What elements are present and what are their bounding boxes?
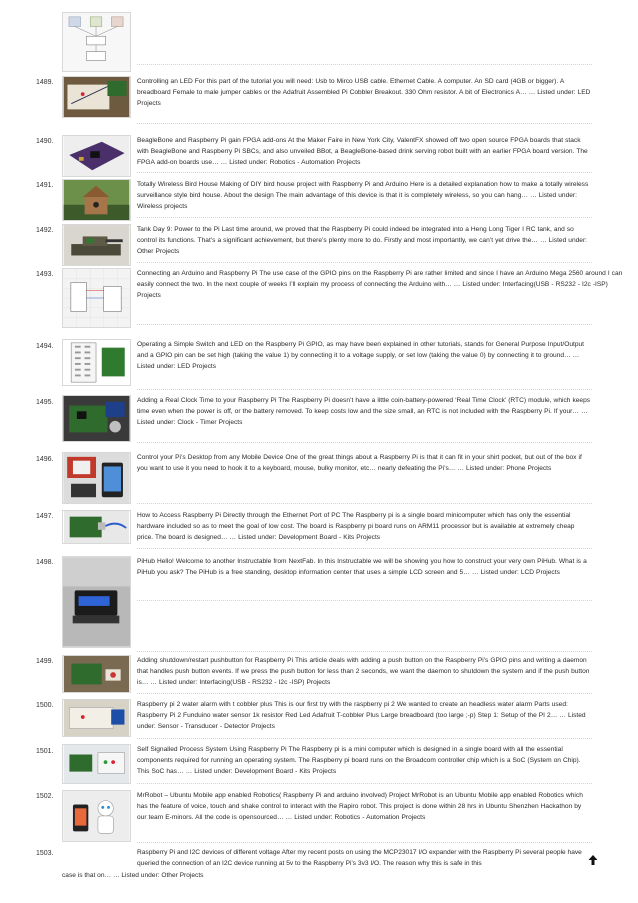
project-description[interactable]: Self Signalled Process System Using Raspberry Pi The Raspberry pi is a mini computer which is designed in a single board with all the essential components required for running an operating system. The Raspberry pi board runs on the Broadcom controller chip which is a SoC (System on Chip). This SoC has… … Listed under: Development Board - Kits Projects [137, 746, 581, 776]
row-number: 1496. [36, 456, 54, 463]
project-thumbnail[interactable] [62, 179, 131, 221]
mobile-desktop-image [63, 453, 130, 503]
project-description[interactable]: Adding shutdown/restart pushbutton for Raspberry Pi This article deals with adding a push button on the Raspberry Pi’s GPIO pins and writing a daemon that handles push button events. If we press the push button for less than 2 seconds, we want the daemon to shutdown the system and if the push button is… … Listed under: Interfacing(USB - RS232 - I2c -ISP) Projects [137, 657, 590, 687]
project-description[interactable]: Adding a Real Clock Time to your Raspberry Pi The Raspberry Pi doesn’t have a little coin-battery-powered ‘Real Time Clock’ (RTC) module, which keeps time even when the power is off, or the battery removed. To keep costs low and the size small, an RTC is not included with the Raspberry Pi. If your… … Listed under: Clock - Timer Projects [137, 397, 591, 427]
breadboard-photo-image [63, 77, 130, 117]
row-number: 1495. [36, 399, 54, 406]
gpio-pinout-image [63, 340, 130, 385]
project-description[interactable]: BeagleBone and Raspberry Pi gain FPGA add-ons At the Maker Faire in New York City, ValentFX showed off two open source FPGA boards that stack with BeagleBone and Raspberry Pi SBCs, and also unveiled BBot, a BeagleBone-based drink serving robot built with an earlier FPGA board version. The FPGA add-on boards use… … Listed under: Robotics - Automation Projects [137, 137, 588, 167]
project-description[interactable]: Connecting an Arduino and Raspberry Pi The use case of the GPIO pins on the Raspberry Pi are rather limited and since I have an Arduino Mega 2560 around I can easily connect the two. In the next couple of weeks I’ll explain my process of connecting the Arduino with… … Listed under: Interfacing(USB - RS232 - I2c -ISP) Projects [137, 270, 623, 300]
rc-tank-image [63, 225, 130, 265]
pihub-lcd-image [63, 557, 130, 647]
project-description[interactable]: Operating a Simple Switch and LED on the Raspberry Pi GPIO, as may have been explained in other tutorials, stands for General Purpose Input/Output and a GPIO pin can be set high (taking the value 1) by connecting it to a voltage supply, or set low (taking the value 0) by connecting it to ground… … Listed under: LED Projects [137, 341, 584, 371]
row-separator [137, 64, 592, 65]
row-separator [137, 262, 592, 263]
row-separator [137, 123, 592, 124]
row-separator [137, 693, 592, 694]
row-number: 1491. [36, 182, 54, 189]
project-thumbnail[interactable] [62, 135, 131, 177]
row-number: 1500. [36, 702, 54, 709]
row-number: 1499. [36, 658, 54, 665]
project-description-continued[interactable]: case is that on… … Listed under: Other Projects [62, 872, 204, 879]
project-thumbnail[interactable] [62, 76, 131, 118]
project-thumbnail[interactable] [62, 556, 131, 648]
ethernet-pi-image [63, 511, 130, 543]
row-number: 1493. [36, 271, 54, 278]
project-thumbnail[interactable] [62, 452, 131, 504]
row-number: 1489. [36, 79, 54, 86]
row-number: 1502. [36, 793, 54, 800]
row-number: 1497. [36, 513, 54, 520]
row-separator [137, 324, 592, 325]
project-thumbnail[interactable] [62, 744, 131, 784]
fritzing-schematic-image [63, 269, 130, 327]
row-number: 1501. [36, 748, 54, 755]
diagram-thumbnail-image [63, 13, 130, 71]
project-description[interactable]: Control your Pi’s Desktop from any Mobile Device One of the great things about a Raspberry Pi is that it can fit in your shirt pocket, but out of the box if you want to use it you need to hook it to a keyboard, mouse, bulky monitor, etc… nearly defeating the Pi’s… … Listed under: Phone Projects [137, 454, 582, 473]
project-thumbnail[interactable] [62, 339, 131, 386]
project-description[interactable]: Raspberry Pi and I2C devices of different voltage After my recent posts on using the MCP23017 I/O expander with the Raspberry Pi several people have queried the connection of an I2C device running at 5v to the Raspberry Pi’s 3v3 I/O. The reason why this is safe in this [137, 849, 582, 868]
row-separator [137, 842, 592, 843]
project-thumbnail[interactable] [62, 224, 131, 266]
project-description[interactable]: PiHub Hello! Welcome to another Instructable from NextFab. In this Instructable we will be showing you how to construct your very own PiHub. What is a PiHub you ask? The PiHub is a free standing, desktop information center that uses a simple LCD screen and 5… … Listed under: LCD Projects [137, 558, 587, 577]
up-arrow-icon[interactable] [588, 853, 598, 865]
row-separator [137, 738, 592, 739]
project-description[interactable]: MrRobot – Ubuntu Mobile app enabled Robotics( Raspberry Pi and arduino involved) Project MrRobot is an Ubuntu Mobile app enabled Robotics which has the feature of voice, touch and shake control to interact with the Rapiro robot. This project is done within 28 hrs in Ubuntu Shenzhen Hackathon by our team E-minors. All the code is opensourced… … Listed under: Robotics - Automation Projects [137, 792, 583, 822]
row-separator [137, 442, 592, 443]
row-number: 1498. [36, 559, 54, 566]
fpga-board-image [63, 136, 130, 176]
row-separator [137, 783, 592, 784]
project-description[interactable]: Tank Day 9: Power to the Pi Last time around, we proved that the Raspberry Pi could indeed be integrated into a Heng Long Tiger I RC tank, and so control its functions. That’s a significant achievement, but there’s plenty more to do. Firstly and most importantly, we can’t yet drive the… … Listed under: Other Projects [137, 226, 587, 256]
row-separator [137, 172, 592, 173]
mrrobot-image [63, 791, 130, 841]
project-description[interactable]: Totally Wireless Bird House Making of DIY bird house project with Raspberry Pi and Arduino Here is a detailed explanation how to make a totally wireless surveillance style bird house. About the design The main advantage of this device is that it is completely wireless, so you can hang… … Listed under: Wireless projects [137, 181, 589, 211]
water-alarm-image [63, 700, 130, 736]
row-separator [137, 217, 592, 218]
project-thumbnail[interactable] [62, 12, 131, 72]
row-number: 1492. [36, 227, 54, 234]
project-thumbnail[interactable] [62, 699, 131, 737]
project-description[interactable]: Controlling an LED For this part of the tutorial you will need: Usb to Mirco USB cable. Ethernet Cable. A computer. An SD card (4GB or bigger). A breadboard Female to male jumper cables or the Adafruit Assembled Pi Cobbler Breakout. 330 Ohm resistor. A bit of Electronics A… … Listed under: LED Projects [137, 78, 591, 108]
project-thumbnail[interactable] [62, 790, 131, 842]
row-number: 1503. [36, 850, 54, 857]
project-thumbnail[interactable] [62, 510, 131, 544]
project-description[interactable]: Raspberry pi 2 water alarm with t cobbler plus This is our first try with the raspberry pi 2 We wanted to create an headless water alarm Parts used: Raspberry Pi 2 Funduino water sensor 1k resistor Red Led Adafruit T-cobbler Plus Large breadboard (too large ;-p) Step 1: Setup of the PI 2… … Listed under: Sensor - Transducer - Detector Projects [137, 701, 586, 731]
row-separator [137, 600, 592, 601]
pushbutton-pi-image [63, 656, 130, 692]
project-description[interactable]: How to Access Raspberry Pi Directly through the Ethernet Port of PC The Raspberry pi is a single board minicomputer which has only the essential hardware included so as to meet the goal of low cost. The board is Raspberry pi board runs on ARM11 processor but is available at extremely cheap price. The board is designed… … Listed under: Development Board - Kits Projects [137, 512, 575, 542]
row-separator [137, 503, 592, 504]
project-thumbnail[interactable] [62, 268, 131, 328]
row-separator [137, 548, 592, 549]
process-system-image [63, 745, 130, 783]
row-number: 1494. [36, 343, 54, 350]
row-separator [137, 389, 592, 390]
rtc-module-image [63, 396, 130, 441]
row-number: 1490. [36, 138, 54, 145]
project-thumbnail[interactable] [62, 395, 131, 442]
bird-house-image [63, 180, 130, 220]
row-separator [137, 651, 592, 652]
project-thumbnail[interactable] [62, 655, 131, 693]
